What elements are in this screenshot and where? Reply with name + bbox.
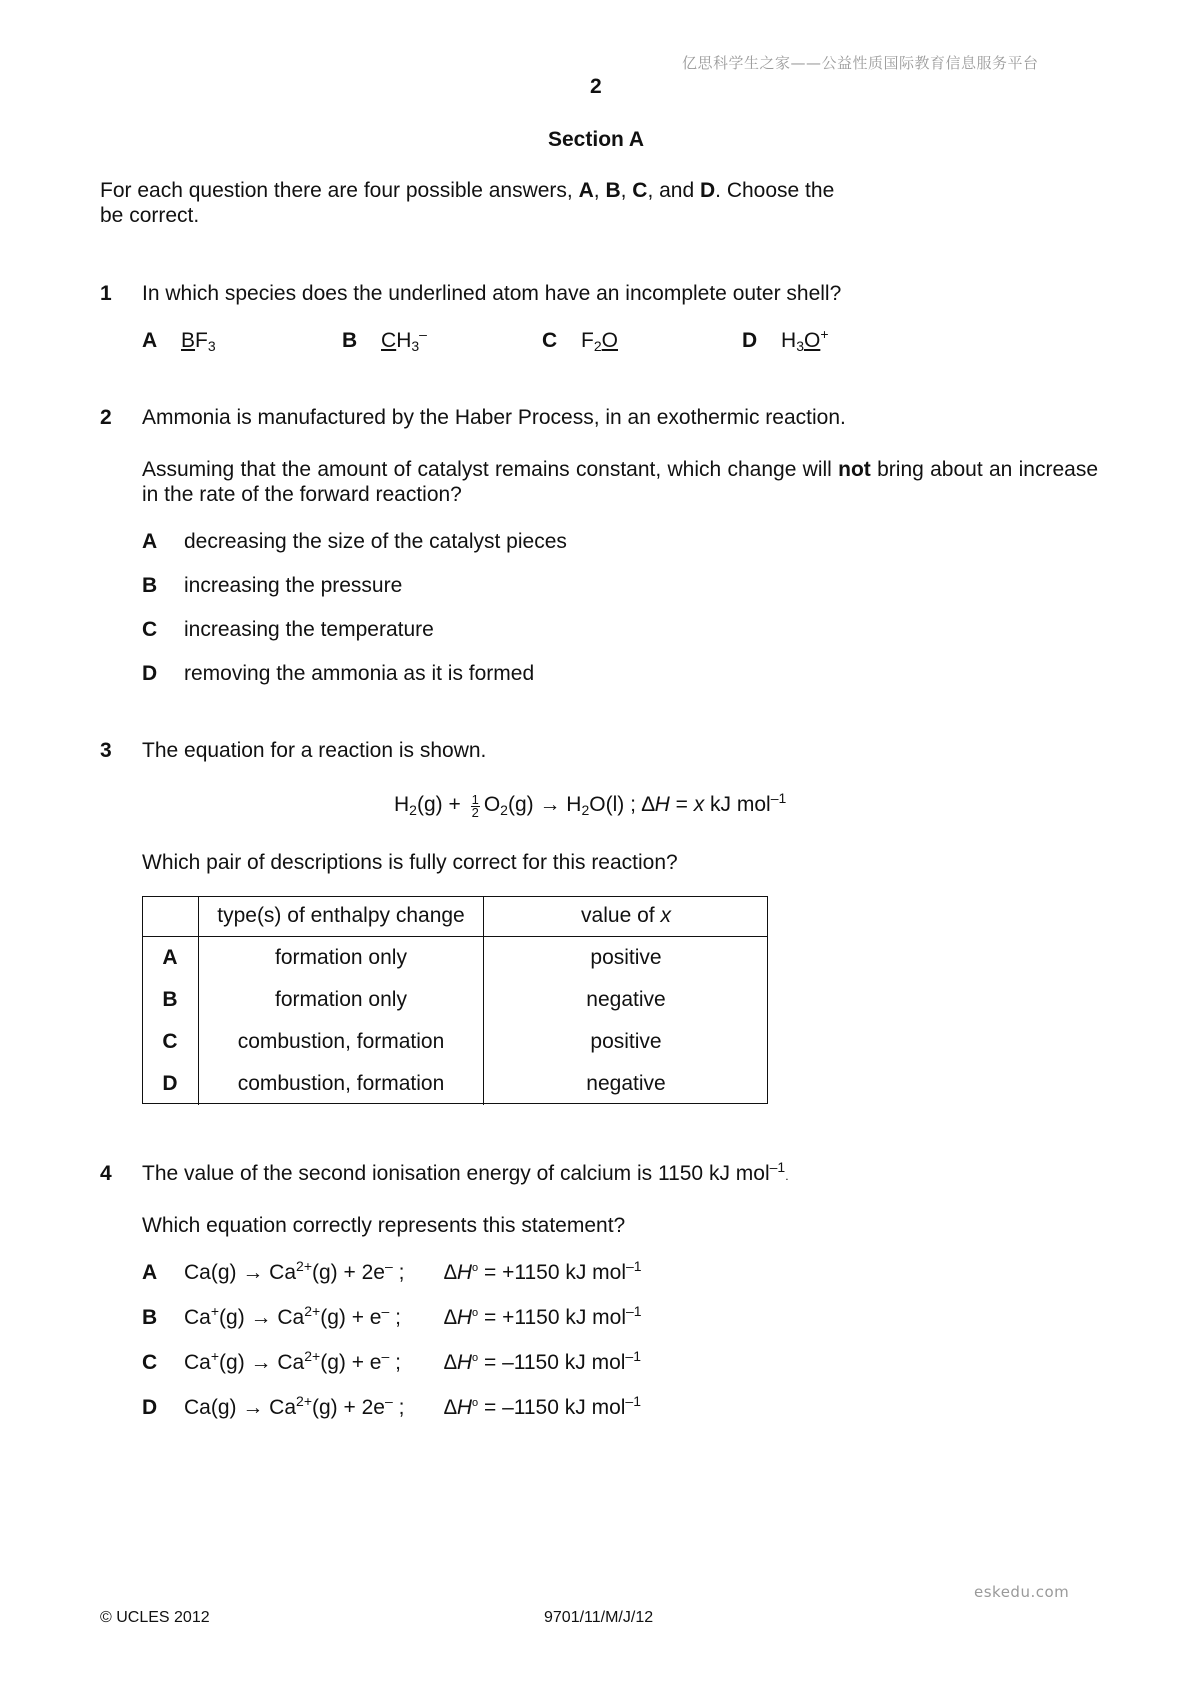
eq-part: (g) + e — [320, 1306, 382, 1329]
q1-option-a[interactable] — [142, 328, 216, 353]
option-text: increasing the temperature — [184, 618, 434, 641]
eq-sup: + — [210, 1348, 220, 1364]
option-letter: D — [142, 662, 158, 685]
question-1-text: In which species does the underlined atom have an incomplete outer shell? — [142, 282, 842, 305]
eq-part: ; — [392, 1396, 405, 1419]
superscript: – — [419, 326, 427, 342]
option-letter: C — [142, 1351, 158, 1374]
row-value: negative — [586, 988, 666, 1012]
footer-paper-code: 9701/11/M/J/12 — [544, 1609, 654, 1626]
eq-sup: 2+ — [304, 1348, 321, 1364]
question-2-text2-part: Assuming that the amount of catalyst remains constant, which change will — [142, 458, 839, 481]
eq-sup: 2+ — [304, 1303, 321, 1319]
fraction-half — [471, 794, 480, 819]
question-2-text2 — [142, 457, 1098, 507]
instructions — [100, 178, 960, 228]
enthalpy-value: = +1150 kJ mol — [478, 1306, 627, 1329]
row-value: positive — [590, 1030, 662, 1054]
instructions-letter-d: D — [700, 179, 716, 202]
eq-part: ; — [389, 1306, 401, 1329]
eq-sup: –1 — [625, 1393, 641, 1409]
eq-part: O — [483, 793, 501, 816]
row-letter: D — [142, 1063, 199, 1105]
table-row[interactable] — [142, 979, 768, 1021]
table-header-type: type(s) of enthalpy change — [199, 896, 484, 937]
instructions-line2: be correct. — [100, 204, 200, 228]
question-1-number: 1 — [100, 282, 112, 305]
footer-copyright: © UCLES 2012 — [100, 1609, 210, 1626]
eq-part: ; — [389, 1351, 401, 1374]
subscript: 3 — [411, 338, 420, 354]
subscript: 2 — [593, 338, 602, 354]
q4-option-d[interactable] — [142, 1395, 641, 1420]
q1-option-d[interactable] — [742, 328, 829, 353]
row-letter: B — [142, 979, 199, 1021]
q4-option-c[interactable] — [142, 1350, 641, 1375]
eq-sup: – — [384, 1258, 393, 1274]
fraction-numerator: 1 — [471, 792, 479, 807]
eq-part: (g) + e — [320, 1351, 382, 1374]
table-header-value — [484, 896, 769, 937]
row-type: combustion, formation — [199, 1021, 484, 1063]
question-2-text: Ammonia is manufactured by the Haber Process, in an exothermic reaction. — [142, 406, 846, 429]
question-2-number: 2 — [100, 406, 112, 429]
eq-part: (g) + 2e — [312, 1396, 385, 1419]
option-letter: D — [142, 1396, 158, 1419]
q2-option-d[interactable] — [142, 661, 534, 686]
watermark-bottom: eskedu.com — [974, 1583, 1070, 1601]
eq-part: (g) → Ca — [219, 1351, 305, 1374]
enthalpy-value: = –1150 kJ mol — [478, 1396, 626, 1419]
eq-part: (g) + 2e — [312, 1261, 385, 1284]
option-letter: A — [142, 329, 158, 352]
superscript: –1 — [769, 1159, 786, 1175]
header-variable: x — [660, 904, 671, 928]
question-4-text-main: The value of the second ionisation energy of calcium is 1150 kJ mol — [142, 1162, 770, 1185]
option-letter: C — [542, 329, 558, 352]
option-text: increasing the pressure — [184, 574, 403, 597]
q1-option-b[interactable] — [342, 328, 427, 353]
table-row[interactable] — [142, 937, 768, 980]
row-value: positive — [590, 946, 662, 970]
eq-sup: –1 — [626, 1258, 642, 1274]
option-letter: A — [142, 530, 158, 553]
eq-part: (g) → Ca — [219, 1306, 305, 1329]
subscript: 3 — [207, 338, 216, 354]
option-enthalpy — [444, 1348, 641, 1374]
underlined-atom: O — [803, 329, 821, 352]
standard-symbol: o — [472, 1397, 479, 1409]
eq-part: O(l) ; ∆ — [589, 793, 655, 816]
formula-part: F — [195, 329, 208, 352]
page-number: 2 — [590, 75, 602, 98]
q1-option-c[interactable] — [542, 328, 618, 353]
option-equation — [184, 1305, 444, 1330]
option-letter: A — [142, 1261, 158, 1284]
option-letter: D — [742, 329, 758, 352]
instructions-sep: , and — [647, 179, 700, 202]
option-enthalpy — [444, 1303, 642, 1329]
table-row[interactable] — [142, 1063, 768, 1105]
table-row[interactable] — [142, 1021, 768, 1063]
option-letter: B — [142, 1306, 158, 1329]
row-type: formation only — [199, 979, 484, 1021]
table-header-row — [142, 896, 768, 937]
question-4-number: 4 — [100, 1162, 112, 1185]
formula-part: H — [781, 329, 797, 352]
eq-sub: 2 — [500, 802, 508, 818]
option-enthalpy — [444, 1258, 642, 1284]
row-letter: A — [142, 937, 199, 980]
option-letter: C — [142, 618, 158, 641]
row-type: combustion, formation — [199, 1063, 484, 1105]
option-enthalpy — [444, 1393, 641, 1419]
emphasis-not: not — [838, 458, 871, 481]
eq-sup: + — [210, 1303, 220, 1319]
q4-option-b[interactable] — [142, 1305, 642, 1330]
eq-part: kJ mol — [704, 793, 771, 816]
option-equation — [184, 1395, 444, 1420]
question-4-text — [142, 1161, 789, 1186]
instructions-letter-a: A — [578, 179, 594, 202]
eq-part: Ca(g) → Ca — [184, 1261, 297, 1284]
period: . — [785, 1169, 789, 1183]
eq-part: Ca — [184, 1306, 211, 1329]
eq-part: = — [669, 793, 694, 816]
eq-sup: 2+ — [296, 1393, 312, 1409]
row-value: negative — [586, 1072, 666, 1096]
superscript: + — [820, 326, 829, 342]
fraction-denominator: 2 — [471, 805, 479, 820]
eq-sup: 2+ — [296, 1258, 312, 1274]
eq-variable-x: x — [693, 793, 705, 816]
option-text: removing the ammonia as it is formed — [184, 662, 535, 685]
eq-part: Ca(g) → Ca — [184, 1396, 297, 1419]
question-3-text2: Which pair of descriptions is fully correct for this reaction? — [142, 851, 678, 874]
eq-part: (g) + — [416, 793, 467, 816]
eq-sub: 2 — [581, 802, 590, 818]
q2-option-c[interactable] — [142, 617, 434, 642]
enthalpy-symbol: ∆H — [444, 1261, 473, 1284]
underlined-atom: C — [381, 329, 397, 352]
standard-symbol: o — [472, 1307, 479, 1319]
eq-sup: –1 — [626, 1303, 642, 1319]
standard-symbol: o — [472, 1262, 479, 1274]
eq-sup: –1 — [625, 1348, 641, 1364]
instructions-text: . Choose the — [715, 179, 835, 202]
question-4-text2: Which equation correctly represents this statement? — [142, 1214, 626, 1237]
q2-option-b[interactable] — [142, 573, 402, 598]
table-header-cell — [142, 896, 199, 937]
enthalpy-value: = –1150 kJ mol — [478, 1351, 626, 1374]
eq-part: ; — [392, 1261, 405, 1284]
instructions-text: For each question there are four possible answers, — [100, 179, 579, 202]
instructions-letter-c: C — [632, 179, 648, 202]
eq-enthalpy-symbol: H — [654, 793, 670, 816]
row-type: formation only — [199, 937, 484, 980]
underlined-atom: B — [181, 329, 196, 352]
header-text: value of — [581, 904, 661, 928]
instructions-letter-b: B — [605, 179, 621, 202]
q2-option-a[interactable] — [142, 529, 567, 554]
eq-part: Ca — [184, 1351, 211, 1374]
instructions-sep: , — [620, 179, 633, 202]
watermark-top: 亿思科学生之家——公益性质国际教育信息服务平台 — [682, 54, 1039, 72]
eq-sup: – — [381, 1348, 390, 1364]
answer-table — [142, 896, 768, 1105]
question-2-text2-part: bring about an increase in the rate of the forward reaction? — [142, 458, 1098, 507]
enthalpy-symbol: ∆H — [444, 1396, 473, 1419]
eq-sub: 2 — [409, 802, 417, 818]
question-3-text: The equation for a reaction is shown. — [142, 739, 487, 762]
q4-option-a[interactable] — [142, 1260, 642, 1285]
option-letter: B — [342, 329, 358, 352]
underlined-atom: O — [601, 329, 618, 352]
formula-part: H — [396, 329, 412, 352]
eq-part: H — [394, 793, 410, 816]
formula-part: F — [581, 329, 594, 352]
enthalpy-symbol: ∆H — [444, 1351, 473, 1374]
question-3-number: 3 — [100, 739, 112, 762]
enthalpy-value: = +1150 kJ mol — [478, 1261, 627, 1284]
option-equation — [184, 1350, 444, 1375]
option-letter: B — [142, 574, 158, 597]
option-equation — [184, 1260, 444, 1285]
section-title: Section A — [548, 128, 645, 151]
subscript: 3 — [796, 338, 804, 354]
standard-symbol: o — [472, 1352, 479, 1364]
reaction-equation — [394, 792, 786, 819]
instructions-sep: , — [593, 179, 606, 202]
row-letter: C — [142, 1021, 199, 1063]
enthalpy-symbol: ∆H — [444, 1306, 473, 1329]
eq-part: (g) → H — [507, 793, 582, 816]
eq-sup: – — [381, 1303, 390, 1319]
option-text: decreasing the size of the catalyst pieces — [184, 530, 567, 553]
eq-sup: – — [384, 1393, 393, 1409]
eq-sup: –1 — [770, 790, 787, 806]
